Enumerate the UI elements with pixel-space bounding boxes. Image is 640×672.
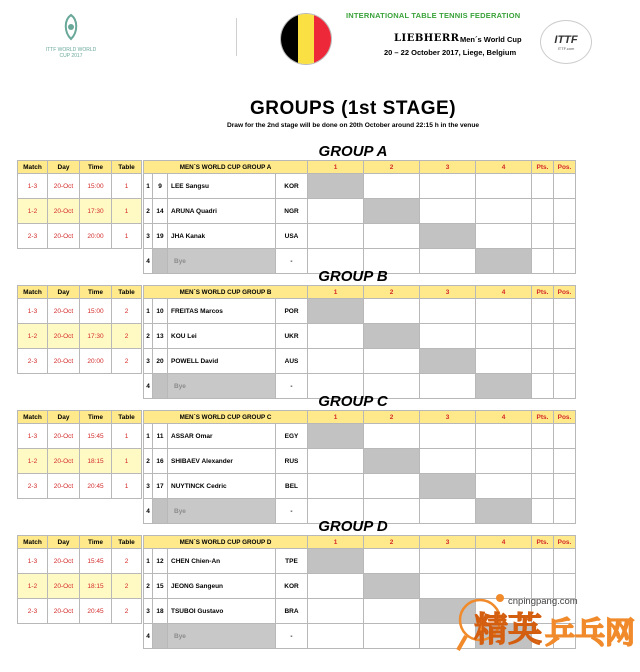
day-cell: 20-Oct (48, 324, 80, 349)
ittf-logo (540, 20, 592, 64)
group-table (17, 410, 576, 524)
table-number-cell: 2 (112, 299, 142, 324)
match-header: Match (18, 161, 48, 174)
result-cell (364, 224, 420, 249)
time-cell: 17:30 (80, 199, 112, 224)
result-cell (364, 449, 420, 474)
table-number-cell (112, 624, 142, 649)
match-cell: 1-2 (18, 449, 48, 474)
day-cell: 20-Oct (48, 549, 80, 574)
result-cell (308, 449, 364, 474)
points-cell (532, 299, 554, 324)
belgium-flag-icon (281, 14, 331, 64)
ittf-logo-text: ITTF (554, 34, 578, 46)
player-position: 2 (144, 449, 153, 474)
match-cell: 2-3 (18, 599, 48, 624)
player-seed: 18 (153, 599, 168, 624)
position-cell (554, 349, 576, 374)
time-cell: 20:00 (80, 349, 112, 374)
player-seed: 14 (153, 199, 168, 224)
result-cell (420, 224, 476, 249)
table-number-cell: 1 (112, 224, 142, 249)
day-header: Day (48, 536, 80, 549)
day-cell: 20-Oct (48, 349, 80, 374)
position-cell (554, 174, 576, 199)
result-cell (476, 424, 532, 449)
player-name: Bye (168, 624, 276, 649)
match-cell: 2-3 (18, 474, 48, 499)
table-row (18, 424, 576, 437)
points-cell (532, 174, 554, 199)
player-name: NUYTINCK Cedric (168, 474, 276, 499)
player-name: Bye (168, 249, 276, 274)
opponent-1-header: 1 (308, 286, 364, 299)
position-header: Pos. (554, 411, 576, 424)
player-seed: 19 (153, 224, 168, 249)
player-seed: 9 (153, 174, 168, 199)
day-header: Day (48, 411, 80, 424)
table-number-cell: 1 (112, 174, 142, 199)
result-cell (308, 224, 364, 249)
player-seed: 11 (153, 424, 168, 449)
result-cell (420, 199, 476, 224)
player-name: CHEN Chien-An (168, 549, 276, 574)
match-cell: 1-3 (18, 424, 48, 449)
player-seed: 20 (153, 349, 168, 374)
position-cell (554, 474, 576, 499)
table-row (18, 449, 576, 462)
player-association: BEL (276, 474, 308, 499)
page-title: GROUPS (1st STAGE) (249, 98, 457, 119)
day-cell: 20-Oct (48, 599, 80, 624)
table-number-cell: 2 (112, 324, 142, 349)
group-header: MEN´S WORLD CUP GROUP C (144, 411, 308, 424)
time-cell: 15:45 (80, 424, 112, 449)
player-seed: 16 (153, 449, 168, 474)
flag-stripe (281, 14, 298, 64)
result-cell (308, 474, 364, 499)
table-row (18, 374, 576, 387)
event-name: Men´s World Cup (460, 35, 522, 44)
player-position: 4 (144, 624, 153, 649)
time-cell (80, 624, 112, 649)
result-cell (364, 349, 420, 374)
result-cell (308, 199, 364, 224)
result-cell (476, 199, 532, 224)
table-header: Table (112, 286, 142, 299)
result-cell (364, 624, 420, 649)
table-number-cell: 1 (112, 474, 142, 499)
time-cell: 20:00 (80, 224, 112, 249)
player-association: NGR (276, 199, 308, 224)
player-name: POWELL David (168, 349, 276, 374)
points-cell (532, 349, 554, 374)
result-cell (308, 424, 364, 449)
flag-stripe (298, 14, 315, 64)
result-cell (420, 324, 476, 349)
opponent-2-header: 2 (364, 161, 420, 174)
match-cell: 1-2 (18, 199, 48, 224)
player-seed: 13 (153, 324, 168, 349)
match-cell: 1-3 (18, 299, 48, 324)
result-cell (308, 549, 364, 574)
table-header: Table (112, 161, 142, 174)
world-cup-logo-icon (56, 12, 86, 42)
group-title: GROUP D (318, 518, 388, 535)
position-header: Pos. (554, 161, 576, 174)
player-position: 3 (144, 224, 153, 249)
player-name: JHA Kanak (168, 224, 276, 249)
player-name: LEE Sangsu (168, 174, 276, 199)
position-cell (554, 424, 576, 449)
table-row (18, 349, 576, 362)
group-title: GROUP A (318, 143, 388, 160)
player-association: RUS (276, 449, 308, 474)
table-row (18, 224, 576, 237)
group-table (17, 285, 576, 399)
result-cell (308, 624, 364, 649)
match-cell (18, 624, 48, 649)
day-cell: 20-Oct (48, 174, 80, 199)
position-cell (554, 324, 576, 349)
player-position: 4 (144, 249, 153, 274)
group-title: GROUP C (318, 393, 388, 410)
table-row (18, 474, 576, 487)
result-cell (420, 349, 476, 374)
result-cell (364, 199, 420, 224)
table-number-cell: 2 (112, 574, 142, 599)
match-cell: 1-3 (18, 174, 48, 199)
time-header: Time (80, 411, 112, 424)
player-association: KOR (276, 174, 308, 199)
player-position: 3 (144, 474, 153, 499)
player-association: POR (276, 299, 308, 324)
time-cell: 18:15 (80, 449, 112, 474)
position-cell (554, 299, 576, 324)
result-cell (420, 549, 476, 574)
opponent-3-header: 3 (420, 536, 476, 549)
match-cell: 1-3 (18, 549, 48, 574)
result-cell (476, 224, 532, 249)
player-name: ASSAR Omar (168, 424, 276, 449)
player-name: ARUNA Quadri (168, 199, 276, 224)
player-position: 2 (144, 324, 153, 349)
result-cell (364, 474, 420, 499)
opponent-4-header: 4 (476, 411, 532, 424)
points-cell (532, 549, 554, 574)
day-cell: 20-Oct (48, 574, 80, 599)
position-header: Pos. (554, 536, 576, 549)
result-cell (364, 424, 420, 449)
match-cell: 1-2 (18, 574, 48, 599)
table-number-cell: 1 (112, 199, 142, 224)
event-dates: 20 – 22 October 2017, Liege, Belgium (384, 48, 517, 57)
table-row (18, 199, 576, 212)
player-name: SHIBAEV Alexander (168, 449, 276, 474)
time-cell: 20:45 (80, 474, 112, 499)
page-header (0, 0, 640, 90)
result-cell (364, 324, 420, 349)
player-association: UKR (276, 324, 308, 349)
result-cell (308, 174, 364, 199)
opponent-4-header: 4 (476, 536, 532, 549)
points-header: Pts. (532, 411, 554, 424)
day-cell: 20-Oct (48, 424, 80, 449)
opponent-3-header: 3 (420, 411, 476, 424)
player-position: 1 (144, 424, 153, 449)
draw-note: Draw for the 2nd stage will be done on 20th October around 22:15 h in the venue (226, 122, 480, 129)
player-association: - (276, 374, 308, 399)
group-header: MEN´S WORLD CUP GROUP B (144, 286, 308, 299)
table-number-cell: 2 (112, 599, 142, 624)
result-cell (364, 174, 420, 199)
match-header: Match (18, 411, 48, 424)
result-cell (364, 574, 420, 599)
player-name: KOU Lei (168, 324, 276, 349)
position-cell (554, 549, 576, 574)
opponent-2-header: 2 (364, 536, 420, 549)
opponent-2-header: 2 (364, 411, 420, 424)
table-header: Table (112, 536, 142, 549)
day-cell (48, 624, 80, 649)
opponent-1-header: 1 (308, 536, 364, 549)
points-cell (532, 199, 554, 224)
player-name: FREITAS Marcos (168, 299, 276, 324)
header-divider (236, 18, 237, 56)
player-seed: 17 (153, 474, 168, 499)
player-name: Bye (168, 499, 276, 524)
result-cell (364, 299, 420, 324)
watermark-text-b: 乒乓网 (545, 617, 635, 650)
player-position: 3 (144, 599, 153, 624)
player-association: USA (276, 224, 308, 249)
player-association: KOR (276, 574, 308, 599)
opponent-3-header: 3 (420, 286, 476, 299)
time-cell: 18:15 (80, 574, 112, 599)
player-seed: 15 (153, 574, 168, 599)
result-cell (420, 449, 476, 474)
result-cell (476, 174, 532, 199)
day-header: Day (48, 286, 80, 299)
player-name: JEONG Sangeun (168, 574, 276, 599)
time-cell: 20:45 (80, 599, 112, 624)
result-cell (364, 599, 420, 624)
player-position: 1 (144, 549, 153, 574)
day-cell: 20-Oct (48, 474, 80, 499)
player-seed: 12 (153, 549, 168, 574)
table-number-cell: 2 (112, 549, 142, 574)
position-cell (554, 199, 576, 224)
player-association: EGY (276, 424, 308, 449)
player-position: 4 (144, 499, 153, 524)
time-cell: 15:45 (80, 549, 112, 574)
match-header: Match (18, 286, 48, 299)
points-cell (532, 424, 554, 449)
points-header: Pts. (532, 286, 554, 299)
result-cell (308, 574, 364, 599)
player-association: - (276, 249, 308, 274)
player-association: TPE (276, 549, 308, 574)
position-cell (554, 224, 576, 249)
opponent-2-header: 2 (364, 286, 420, 299)
player-seed (153, 624, 168, 649)
day-cell: 20-Oct (48, 299, 80, 324)
watermark-text-a: 精英 (474, 611, 542, 649)
result-cell (476, 349, 532, 374)
player-association: BRA (276, 599, 308, 624)
opponent-4-header: 4 (476, 286, 532, 299)
group-header: MEN´S WORLD CUP GROUP D (144, 536, 308, 549)
sponsor-logo: LIEBHERR (394, 33, 460, 44)
match-cell: 1-2 (18, 324, 48, 349)
player-position: 2 (144, 199, 153, 224)
player-name: TSUBOI Gustavo (168, 599, 276, 624)
result-cell (476, 449, 532, 474)
player-position: 3 (144, 349, 153, 374)
federation-name: INTERNATIONAL TABLE TENNIS FEDERATION (346, 11, 521, 20)
group-table (17, 160, 576, 274)
result-cell (308, 324, 364, 349)
time-header: Time (80, 161, 112, 174)
table-row (18, 299, 576, 312)
world-cup-logo (44, 12, 98, 68)
result-cell (476, 549, 532, 574)
result-cell (420, 174, 476, 199)
match-header: Match (18, 536, 48, 549)
table-row (18, 249, 576, 262)
match-cell: 2-3 (18, 349, 48, 374)
result-cell (476, 474, 532, 499)
player-association: - (276, 624, 308, 649)
points-header: Pts. (532, 536, 554, 549)
player-association: - (276, 499, 308, 524)
player-position: 2 (144, 574, 153, 599)
group-header: MEN´S WORLD CUP GROUP A (144, 161, 308, 174)
opponent-3-header: 3 (420, 161, 476, 174)
table-number-cell: 1 (112, 449, 142, 474)
watermark-url: cnpingpang.com (508, 596, 578, 607)
points-header: Pts. (532, 161, 554, 174)
world-cup-logo-text: ITTF WORLD WORLD CUP 2017 (45, 47, 97, 59)
time-cell: 15:00 (80, 174, 112, 199)
points-cell (532, 474, 554, 499)
result-cell (476, 324, 532, 349)
day-header: Day (48, 161, 80, 174)
table-row (18, 174, 576, 187)
result-cell (420, 424, 476, 449)
time-cell: 17:30 (80, 324, 112, 349)
player-association: AUS (276, 349, 308, 374)
player-position: 1 (144, 174, 153, 199)
result-cell (476, 299, 532, 324)
table-row (18, 324, 576, 337)
points-cell (532, 324, 554, 349)
table-row (18, 499, 576, 512)
table-number-cell: 2 (112, 349, 142, 374)
opponent-1-header: 1 (308, 161, 364, 174)
result-cell (364, 549, 420, 574)
day-cell: 20-Oct (48, 224, 80, 249)
flag-stripe (314, 14, 331, 64)
points-cell (532, 224, 554, 249)
table-header: Table (112, 411, 142, 424)
position-cell (554, 449, 576, 474)
day-cell: 20-Oct (48, 199, 80, 224)
player-position: 1 (144, 299, 153, 324)
player-position: 4 (144, 374, 153, 399)
points-cell (532, 449, 554, 474)
result-cell (308, 299, 364, 324)
time-cell: 15:00 (80, 299, 112, 324)
time-header: Time (80, 536, 112, 549)
table-number-cell: 1 (112, 424, 142, 449)
time-header: Time (80, 286, 112, 299)
opponent-1-header: 1 (308, 411, 364, 424)
result-cell (308, 349, 364, 374)
result-cell (420, 474, 476, 499)
match-cell: 2-3 (18, 224, 48, 249)
opponent-4-header: 4 (476, 161, 532, 174)
result-cell (308, 599, 364, 624)
table-row (18, 549, 576, 562)
ittf-url: ITTF.com (557, 46, 575, 51)
position-header: Pos. (554, 286, 576, 299)
result-cell (420, 299, 476, 324)
player-name: Bye (168, 374, 276, 399)
group-title: GROUP B (318, 268, 388, 285)
player-seed: 10 (153, 299, 168, 324)
day-cell: 20-Oct (48, 449, 80, 474)
